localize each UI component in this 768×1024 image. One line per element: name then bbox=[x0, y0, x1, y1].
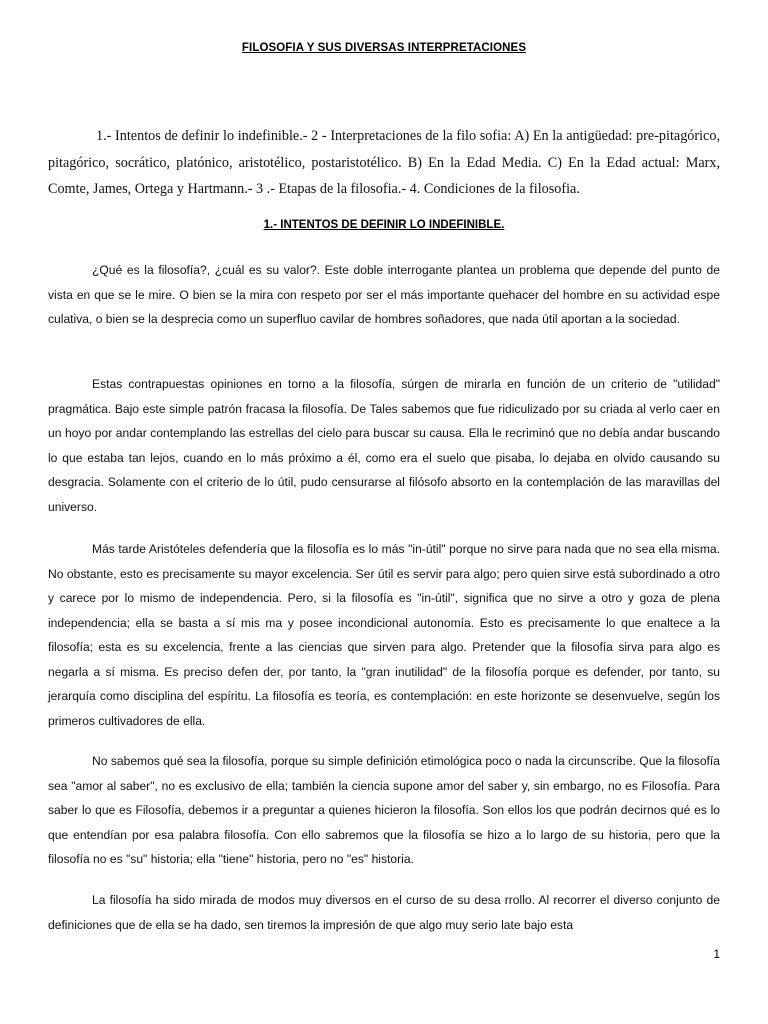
body-paragraph: No sabemos qué sea la filosofía, porque su simple definición etimológica poco o nada la circunscribe. Que la filosofía sea "amor al saber", no es exclusivo de ella; también la ciencia supone amor del saber y, sin embargo, no es Filosofía. Para saber lo que es Filosofía, debemos ir a preguntar a quienes hicieron la filosofía. Son ellos los que podrán decirnos qué es lo que entendían por esa palabra filosofía. Con ello sabremos que la filosofía se hizo a lo largo de su historia, pero que la filosofía no es "su" historia; ella "tiene" historia, pero no "es" historia. bbox=[48, 754, 720, 866]
summary-paragraph: 1.- Intentos de definir lo indefinible.- 2 - Interpretaciones de la filo sofia: A) En la antigüedad: pre-pitagórico, pitagórico, socrático, platónico, aristotélico, postaristotélico. B) En la Edad Media. C) En la Edad actual: Marx, Comte, James, Ortega y Hartmann.- 3 .- Etapas de la filosofia.- 4. Condiciones de la filosofia. bbox=[48, 128, 720, 197]
page-number: 1 bbox=[713, 947, 720, 961]
document-title: FILOSOFIA Y SUS DIVERSAS INTERPRETACIONES bbox=[241, 42, 527, 54]
body-paragraph: Más tarde Aristóteles defendería que la filosofía es lo más "in-útil" porque no sirve para nada que no sea ella misma. No obstante, esto es precisamente su mayor excelencia. Ser útil es servir para algo; pero quien sirve está subordinado a otro y carece por lo mismo de independencia. Pero, si la filosofía es "in-útil", significa que no sirve a otro y goza de plena independencia; ella se basta a sí mis ma y posee incondicional autonomía. Esto es precisamente lo que enaltece a la filosofía; esta es su excelencia, frente a las ciencias que sirven para algo. Pretender que la filosofía sirva para algo es negarla a sí misma. Es preciso defen der, por tanto, la "gran inutilidad" de la filosofía porque es defender, por tanto, su jerarquía como disciplina del espíritu. La filosofía es teoría, es contemplación: en este horizonte se desenvuelve, según los primeros cultivadores de ella. bbox=[48, 542, 720, 728]
section-heading: 1.- INTENTOS DE DEFINIR LO INDEFINIBLE. bbox=[263, 219, 505, 231]
body-paragraph: Estas contrapuestas opiniones en torno a la filosofía, súrgen de mirarla en función de un criterio de "utilidad" pragmática. Bajo este simple patrón fracasa la filosofía. De Tales sabemos que fue ridiculizado por su criada al verlo caer en un hoyo por andar contemplando las estrellas del cielo para buscar su causa. Ella le recriminó que no debía andar buscando lo que estaba tan lejos, cuando en lo más próximo a él, como era el suelo que pisaba, lo dejaba en olvido causando su desgracia. Solamente con el criterio de lo útil, pudo censurarse al filósofo absorto en la contemplación de las maravillas del universo. bbox=[48, 377, 720, 514]
body-paragraph: La filosofía ha sido mirada de modos muy diversos en el curso de su desa rrollo. Al recorrer el diverso conjunto de definiciones que de ella se ha dado, sen tiremos la impresión de que algo muy serio late bajo esta bbox=[48, 893, 720, 932]
body-paragraph: ¿Qué es la filosofía?, ¿cuál es su valor?. Este doble interrogante plantea un problema que depende del punto de vista en que se le mire. O bien se la mira con respeto por ser el más importante quehacer del hombre en su actividad espe culativa, o bien se la desprecia como un superfluo cavilar de hombres soñadores, que nada útil aportan a la sociedad. bbox=[48, 263, 720, 326]
